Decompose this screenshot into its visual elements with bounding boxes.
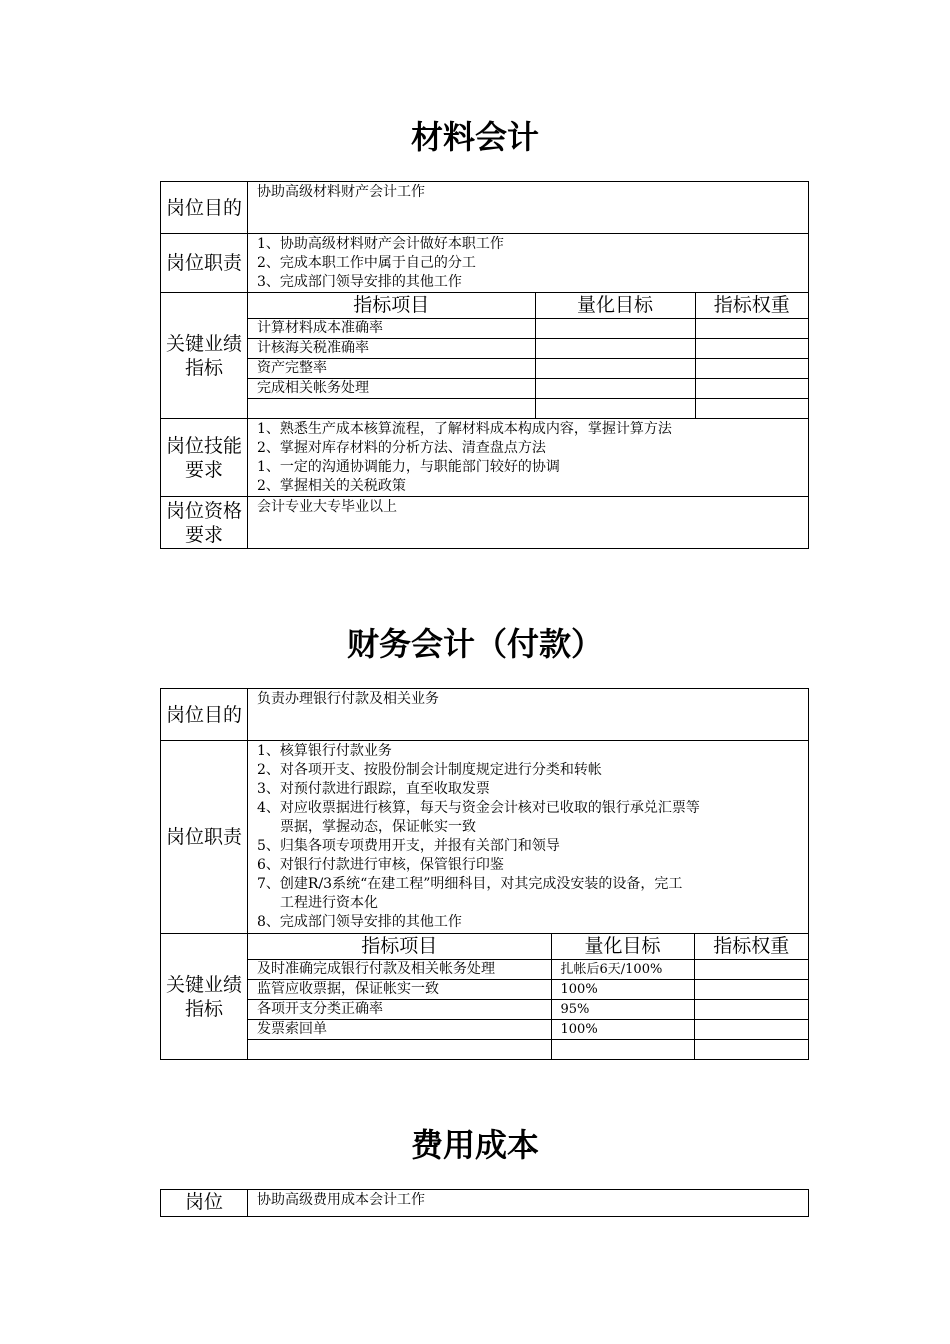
kpi-item: 完成相关帐务处理 bbox=[248, 379, 535, 399]
kpi-header-target: 量化目标 bbox=[551, 934, 694, 960]
kpi-header-item: 指标项目 bbox=[361, 935, 438, 957]
kpi-weight bbox=[695, 399, 808, 419]
kpi-row bbox=[248, 1000, 808, 1020]
kpi-row bbox=[248, 1040, 808, 1060]
kpi-weight bbox=[695, 319, 808, 339]
kpi-header-weight: 指标权重 bbox=[695, 293, 808, 319]
duty-item: 2、完成本职工作中属于自己的分工 bbox=[257, 255, 476, 271]
kpi-target: 100% bbox=[551, 1020, 694, 1040]
duty-item: 7、创建R/3系统“在建工程”明细科目，对其完成没安装的设备，完工 bbox=[257, 876, 683, 892]
kpi-target bbox=[535, 399, 695, 419]
duty-item: 2、对各项开支、按股份制会计制度规定进行分类和转帐 bbox=[257, 762, 602, 778]
purpose-text: 协助高级材料财产会计工作 bbox=[257, 184, 425, 200]
kpi-header-item: 指标项目 bbox=[353, 294, 430, 316]
kpi-target bbox=[535, 359, 695, 379]
duties-label: 岗位职责 bbox=[161, 741, 248, 934]
duty-item: 1、核算银行付款业务 bbox=[257, 743, 392, 759]
skills-label: 岗位技能要求 bbox=[161, 419, 248, 497]
kpi-item: 资产完整率 bbox=[248, 359, 535, 379]
kpi-weight bbox=[695, 379, 808, 399]
kpi-target bbox=[551, 1040, 694, 1060]
kpi-header-weight: 指标权重 bbox=[694, 934, 808, 960]
kpi-target: 95% bbox=[551, 1000, 694, 1020]
kpi-target bbox=[535, 339, 695, 359]
kpi-label: 关键业绩指标 bbox=[161, 293, 248, 419]
duty-item: 1、协助高级材料财产会计做好本职工作 bbox=[257, 236, 504, 252]
duties-label: 岗位职责 bbox=[161, 234, 248, 293]
qualification-text: 会计专业大专毕业以上 bbox=[257, 499, 397, 515]
kpi-row bbox=[248, 359, 808, 379]
kpi-item: 计核海关税准确率 bbox=[248, 339, 535, 359]
kpi-item bbox=[248, 399, 535, 419]
purpose-label: 岗位 bbox=[161, 1190, 248, 1217]
duty-item: 8、完成部门领导安排的其他工作 bbox=[257, 914, 462, 930]
kpi-weight bbox=[695, 359, 808, 379]
kpi-row bbox=[248, 399, 808, 419]
kpi-weight bbox=[694, 1040, 808, 1060]
kpi-weight bbox=[694, 1020, 808, 1040]
section-title-expense-cost: 费用成本 bbox=[410, 1126, 539, 1164]
kpi-table bbox=[248, 934, 808, 1059]
job-description-table-payment bbox=[160, 688, 809, 1060]
kpi-table bbox=[248, 293, 808, 418]
section-title-material-accounting: 材料会计 bbox=[410, 118, 539, 156]
duty-item: 6、对银行付款进行审核，保管银行印鉴 bbox=[257, 857, 504, 873]
duty-item: 3、完成部门领导安排的其他工作 bbox=[257, 274, 462, 290]
kpi-item bbox=[248, 1040, 551, 1060]
duty-item: 5、归集各项专项费用开支，并报有关部门和领导 bbox=[257, 838, 560, 854]
kpi-row bbox=[248, 960, 808, 980]
kpi-header-target: 量化目标 bbox=[535, 293, 695, 319]
kpi-weight bbox=[694, 960, 808, 980]
kpi-item: 监管应收票据，保证帐实一致 bbox=[248, 980, 551, 1000]
kpi-row bbox=[248, 339, 808, 359]
kpi-weight bbox=[694, 1000, 808, 1020]
skill-item: 1、熟悉生产成本核算流程，了解材料成本构成内容，掌握计算方法 bbox=[257, 421, 672, 437]
kpi-row bbox=[248, 1020, 808, 1040]
purpose-text: 协助高级费用成本会计工作 bbox=[257, 1192, 425, 1208]
section-title-payment-accounting: 财务会计（付款） bbox=[346, 625, 603, 663]
kpi-item: 发票索回单 bbox=[248, 1020, 551, 1040]
kpi-weight bbox=[695, 339, 808, 359]
kpi-item: 计算材料成本准确率 bbox=[248, 319, 535, 339]
job-description-table-material bbox=[160, 181, 809, 549]
kpi-row bbox=[248, 980, 808, 1000]
skill-item: 2、掌握相关的关税政策 bbox=[257, 478, 406, 494]
purpose-label: 岗位目的 bbox=[161, 689, 248, 741]
duty-item: 4、对应收票据进行核算，每天与资金会计核对已收取的银行承兑汇票等 bbox=[257, 800, 700, 816]
skill-item: 1、一定的沟通协调能力，与职能部门较好的协调 bbox=[257, 459, 560, 475]
job-description-table-expense bbox=[160, 1189, 809, 1217]
kpi-item: 各项开支分类正确率 bbox=[248, 1000, 551, 1020]
kpi-target: 扎帐后6天/100% bbox=[551, 960, 694, 980]
kpi-weight bbox=[694, 980, 808, 1000]
kpi-target bbox=[535, 379, 695, 399]
qualification-label: 岗位资格要求 bbox=[161, 497, 248, 549]
kpi-row bbox=[248, 379, 808, 399]
duty-item-continued: 票据，掌握动态，保证帐实一致 bbox=[280, 819, 476, 835]
purpose-text: 负责办理银行付款及相关业务 bbox=[257, 691, 439, 707]
kpi-item: 及时准确完成银行付款及相关帐务处理 bbox=[248, 960, 551, 980]
purpose-label: 岗位目的 bbox=[161, 182, 248, 234]
skill-item: 2、掌握对库存材料的分析方法、清查盘点方法 bbox=[257, 440, 546, 456]
kpi-label: 关键业绩指标 bbox=[161, 934, 248, 1060]
duty-item-continued: 工程进行资本化 bbox=[280, 895, 378, 911]
kpi-row bbox=[248, 319, 808, 339]
kpi-target: 100% bbox=[551, 980, 694, 1000]
duty-item: 3、对预付款进行跟踪，直至收取发票 bbox=[257, 781, 490, 797]
kpi-target bbox=[535, 319, 695, 339]
